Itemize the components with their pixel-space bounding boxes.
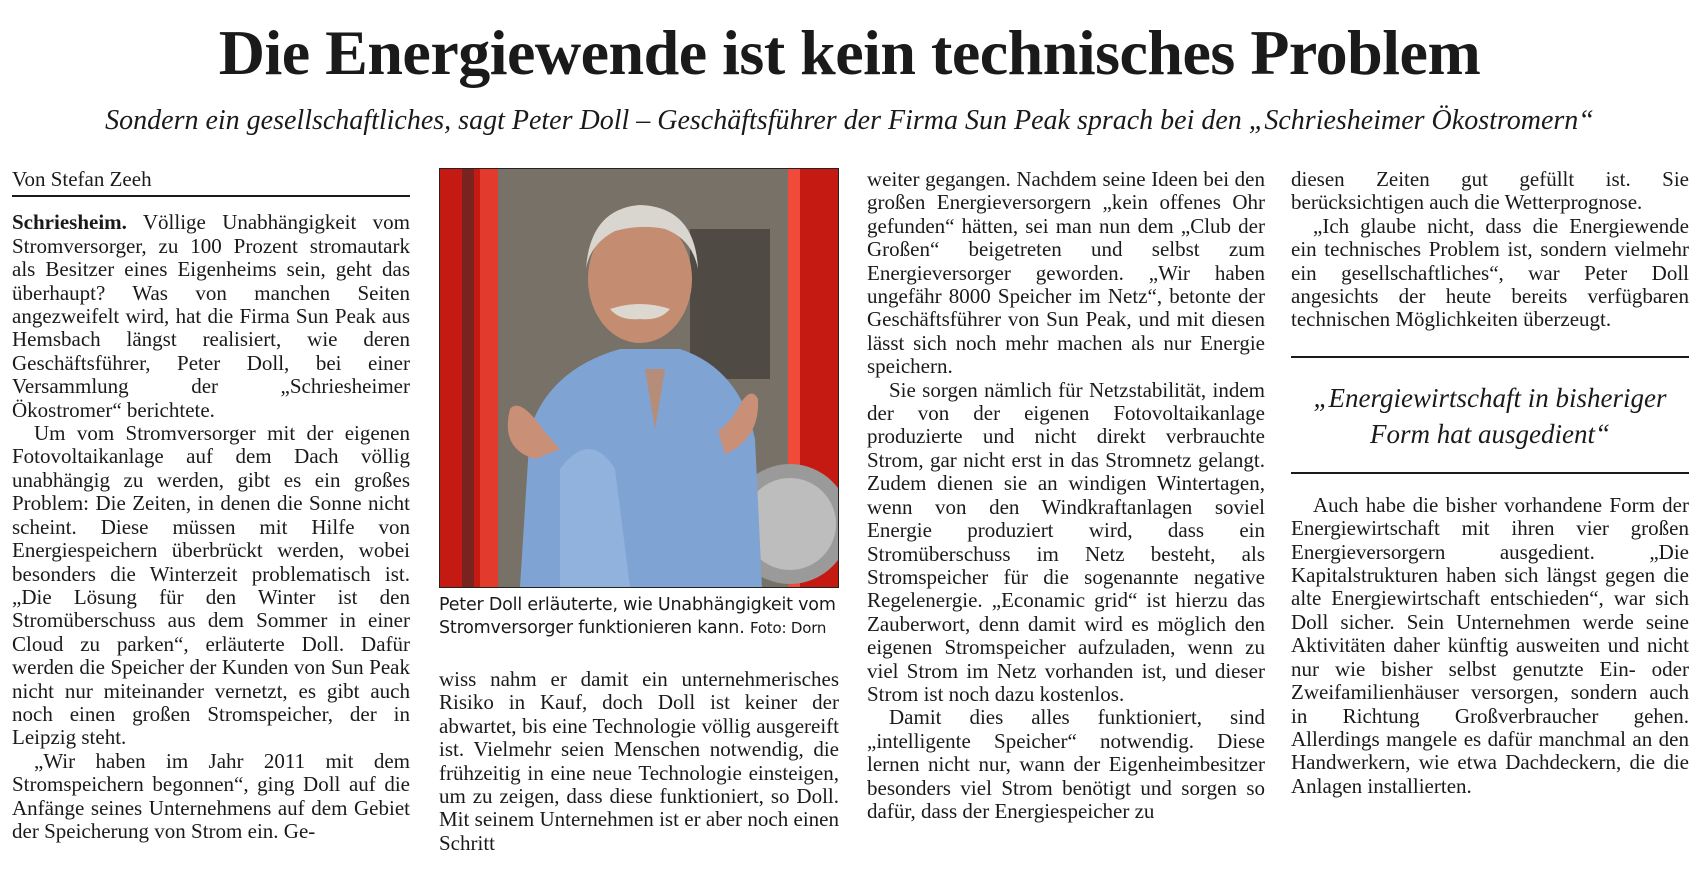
photo-peter-doll (439, 168, 839, 588)
paragraph: Damit dies alles funktioniert, sind „intelligente Speicher“ notwendig. Diese lernen nicht nur, wann der Eigenheimbesitzer besonders viel Strom benötigt und sorgen so dafür, dass der Energiespeicher zu (867, 705, 1265, 823)
photo-caption (439, 594, 839, 640)
article-column-1 (12, 168, 410, 868)
paragraph: „Wir haben im Jahr 2011 mit dem Stromspeichern begonnen“, ging Doll auf die Anfänge seines Unternehmens auf dem Gebiet der Speicherung von Strom ein. Ge- (12, 748, 410, 843)
paragraph: wiss nahm er damit ein unternehmerisches Risiko in Kauf, doch Doll ist keiner der abwartet, bis eine Technologie völlig ausgereift ist. Vielmehr seien Menschen notwendig, die frühzeitig in eine neue Technologie einsteigen, um zu zeigen, dass diese funktioniert, so Doll. Mit seinem Unternehmen ist er aber noch einen Schritt (439, 667, 839, 855)
dateline: Schriesheim. (12, 210, 127, 235)
photo-block (439, 168, 839, 640)
headline: Die Energiewende ist kein technisches Problem (218, 17, 1481, 88)
paragraph: Sie sorgen nämlich für Netzstabilität, indem der von der eigenen Fotovoltaikanlage produzierte und nicht direkt verbrauchte Strom, gar nicht erst in das Stromnetz gelangt. Zudem dienen sie an windigen Wintertagen, wenn von den Windkraftanlagen soviel Energie produziert wird, dass ein Stromüberschuss im Netz besteht, als Stromspeicher für die sogenannte negative Regelenergie. „Econamic grid“ ist hierzu das Zauberwort, denn damit wird es möglich den eigenen Stromspeicher aufzuladen, wenn zu viel Strom im Netz vorhanden ist, und dieser Strom ist noch dazu kostenlos. (867, 377, 1265, 706)
paragraph-text: Völlige Unabhängigkeit vom Stromversorger, zu 100 Prozent stromautark als Besitzer eines Eigenheims sein, geht das überhaupt? Was von manchen Seiten angezweifelt wird, hat die Firma Sun Peak aus Hemsbach längst realisiert, wie deren Geschäftsführer, Peter Doll, bei einer Versammlung der „Schriesheimer Ökostromer“ berichtete. (12, 210, 410, 422)
paragraph: diesen Zeiten gut gefüllt ist. Sie berücksichtigen auch die Wetterprognose. (1291, 168, 1689, 215)
caption-text: Peter Doll erläuterte, wie Unabhängigkeit vom Stromversorger funktionieren kann. (439, 595, 836, 638)
photo-credit: Foto: Dorn (749, 619, 827, 637)
article-column-4 (1291, 168, 1689, 868)
pull-quote: „Energiewirtschaft in bisheriger Form hat ausgedient“ (1291, 356, 1689, 474)
subheadline: Sondern ein gesellschaftliches, sagt Peter Doll – Geschäftsführer der Firma Sun Peak sprach bei den „Schriesheimer Ökostromern“ (105, 105, 1594, 136)
article-column-2 (439, 668, 839, 855)
article-column-3 (867, 168, 1265, 868)
paragraph (12, 211, 410, 422)
paragraph: weiter gegangen. Nachdem seine Ideen bei den großen Energieversorgern „kein offenes Ohr gefunden“ hätten, sei man nun dem „Club der Großen“ beigetreten und selbst zum Energieversorger geworden. „Wir haben ungefähr 8000 Speicher im Netz“, betonte der Geschäftsführer von Sun Peak, und mit diesen lässt sich noch mehr machen als nur Energie speichern. (867, 168, 1265, 379)
paragraph: Auch habe die bisher vorhandene Form der Energiewirtschaft mit ihren vier großen Energieversorgern ausgedient. „Die Kapitalstrukturen haben sich längst gegen die alte Energiewirtschaft entschieden“, war sich Doll sicher. Sein Unternehmen werde seine Aktivitäten daher künftig ausweiten und nicht nur wie bisher selbst genutzte Ein- oder Zweifamilienhäuser versorgen, sondern auch in Richtung Großverbraucher gehen. Allerdings mangele es dafür manchmal an den Handwerkern, wie etwa Dachdeckern, die die Anlagen installierten. (1291, 492, 1689, 798)
paragraph: „Ich glaube nicht, dass die Energiewende ein technisches Problem ist, sondern vielmehr ein gesellschaftliches“, war Peter Doll angesichts der heute bereits verfügbaren technischen Möglichkeiten überzeugt. (1291, 213, 1689, 332)
paragraph: Um vom Stromversorger mit der eigenen Fotovoltaikanlage auf dem Dach völlig unabhängig zu werden, gibt es ein großes Problem: Die Zeiten, in denen die Sonne nicht scheint. Diese müssen mit Hilfe von Energiespeichern überbrückt werden, wobei besonders die Winterzeit problematisch ist. „Die Lösung für den Winter ist den Stromüberschuss aus dem Sommer in einer Cloud zu parken“, erläuterte Doll. Dafür werden die Speicher der Kunden von Sun Peak nicht nur miteinander vernetzt, es gibt auch noch einen großen Stromspeicher, der in Leipzig steht. (12, 421, 410, 750)
byline: Von Stefan Zeeh (12, 168, 410, 197)
